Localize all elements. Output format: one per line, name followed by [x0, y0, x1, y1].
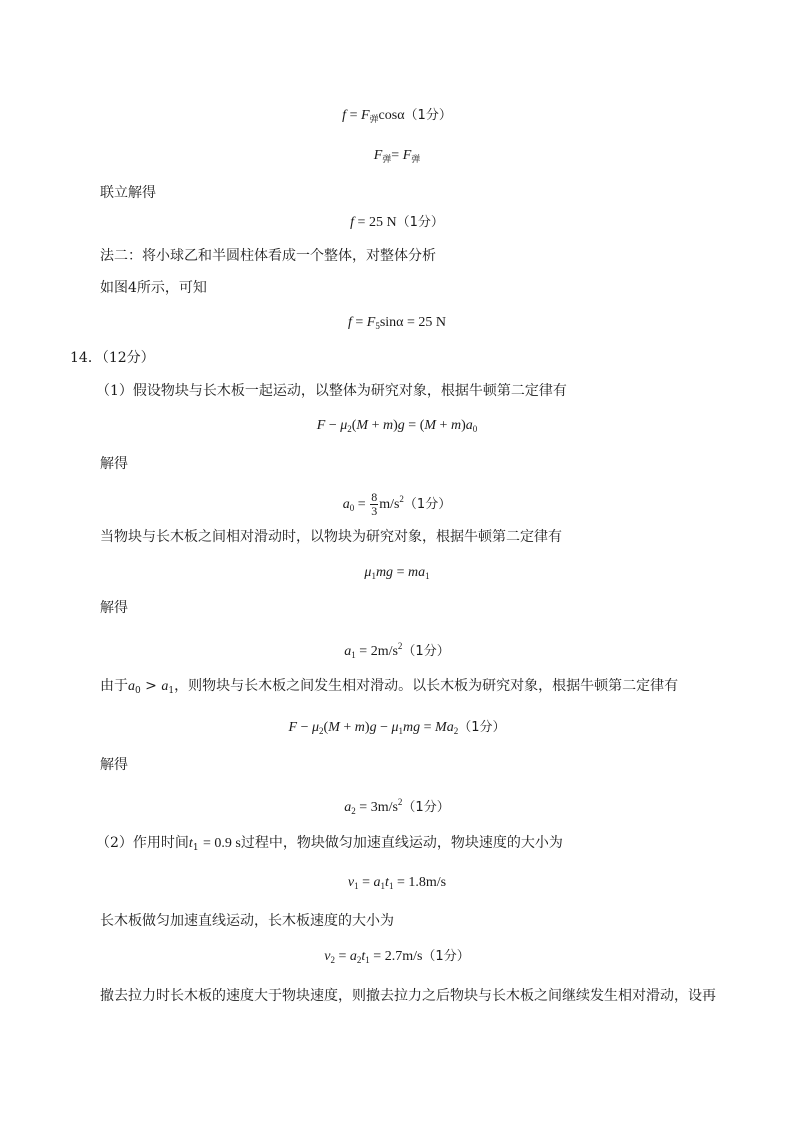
equation-newton-board: $F - \mu_2(M + m)g - \mu_1mg = Ma_2(1$分） [288, 720, 506, 736]
text-solve-2: 解得 [100, 600, 128, 616]
question-14-header: 14．（12分） [70, 350, 155, 366]
equation-whole-analysis: $f = F_5\sin\alpha = 25$ N [347, 315, 447, 331]
text-after-removal: 撤去拉力时长木板的速度大于物块速度，则撤去拉力之后物块与长木板之间继续发生相对滑动，设再 [100, 988, 716, 1004]
text-solve-jointly: 联立解得 [100, 185, 156, 201]
equation-v1-value: $v_1 = a_1t_1 = 1.8m/s$ [347, 875, 447, 891]
text-part2-duration: （2）作用时间$t_1 = 0.9$ s过程中，物块做匀加速直线运动，物块速度的大小为 [96, 835, 563, 853]
equation-friction: $f = F_弹\cos\alpha(1$分） [342, 108, 452, 124]
equation-a1-value: $a_1 = 2m/s^2(1$分） [344, 641, 450, 660]
equation-newton-block: $\mu_1mg = ma_1$ [364, 565, 430, 581]
equation-a0-value: $a_0$ = $\frac{8}{3}$ $m/s^2(1$分） [342, 490, 452, 519]
equation-newton-whole: $F - \mu_2(M + m)g = (M + m)a_0$ [316, 418, 478, 434]
text-solve-3: 解得 [100, 757, 128, 773]
text-since-a0-greater: 由于$a_0 > a_1$，则物块与长木板之间发生相对滑动。以长木板为研究对象，根据牛顿第二定律有 [100, 678, 679, 696]
text-as-fig4: 如图4所示，可知 [100, 280, 207, 296]
equation-a2-value: $a_2 = 3m/s^2(1$分） [344, 797, 450, 816]
text-part1-assume: （1）假设物块与长木板一起运动，以整体为研究对象，根据牛顿第二定律有 [96, 383, 567, 399]
text-board-accelerates: 长木板做匀加速直线运动，长木板速度的大小为 [100, 913, 394, 929]
text-relative-slide: 当物块与长木板之间相对滑动时，以物块为研究对象，根据牛顿第二定律有 [100, 529, 562, 545]
text-solve-1: 解得 [100, 456, 128, 472]
equation-friction-value: f = 25 N（1分） [350, 215, 444, 230]
equation-v2-value: $v_2 = a_2t_1 = 2.7m/s(1$分） [324, 949, 470, 965]
text-method-two: 法二：将小球乙和半圆柱体看成一个整体，对整体分析 [100, 248, 436, 264]
equation-equal-forces: $F_弹= F_弹$ [373, 148, 421, 164]
fraction-8-3: $\frac{8}{3}$ [371, 490, 378, 519]
